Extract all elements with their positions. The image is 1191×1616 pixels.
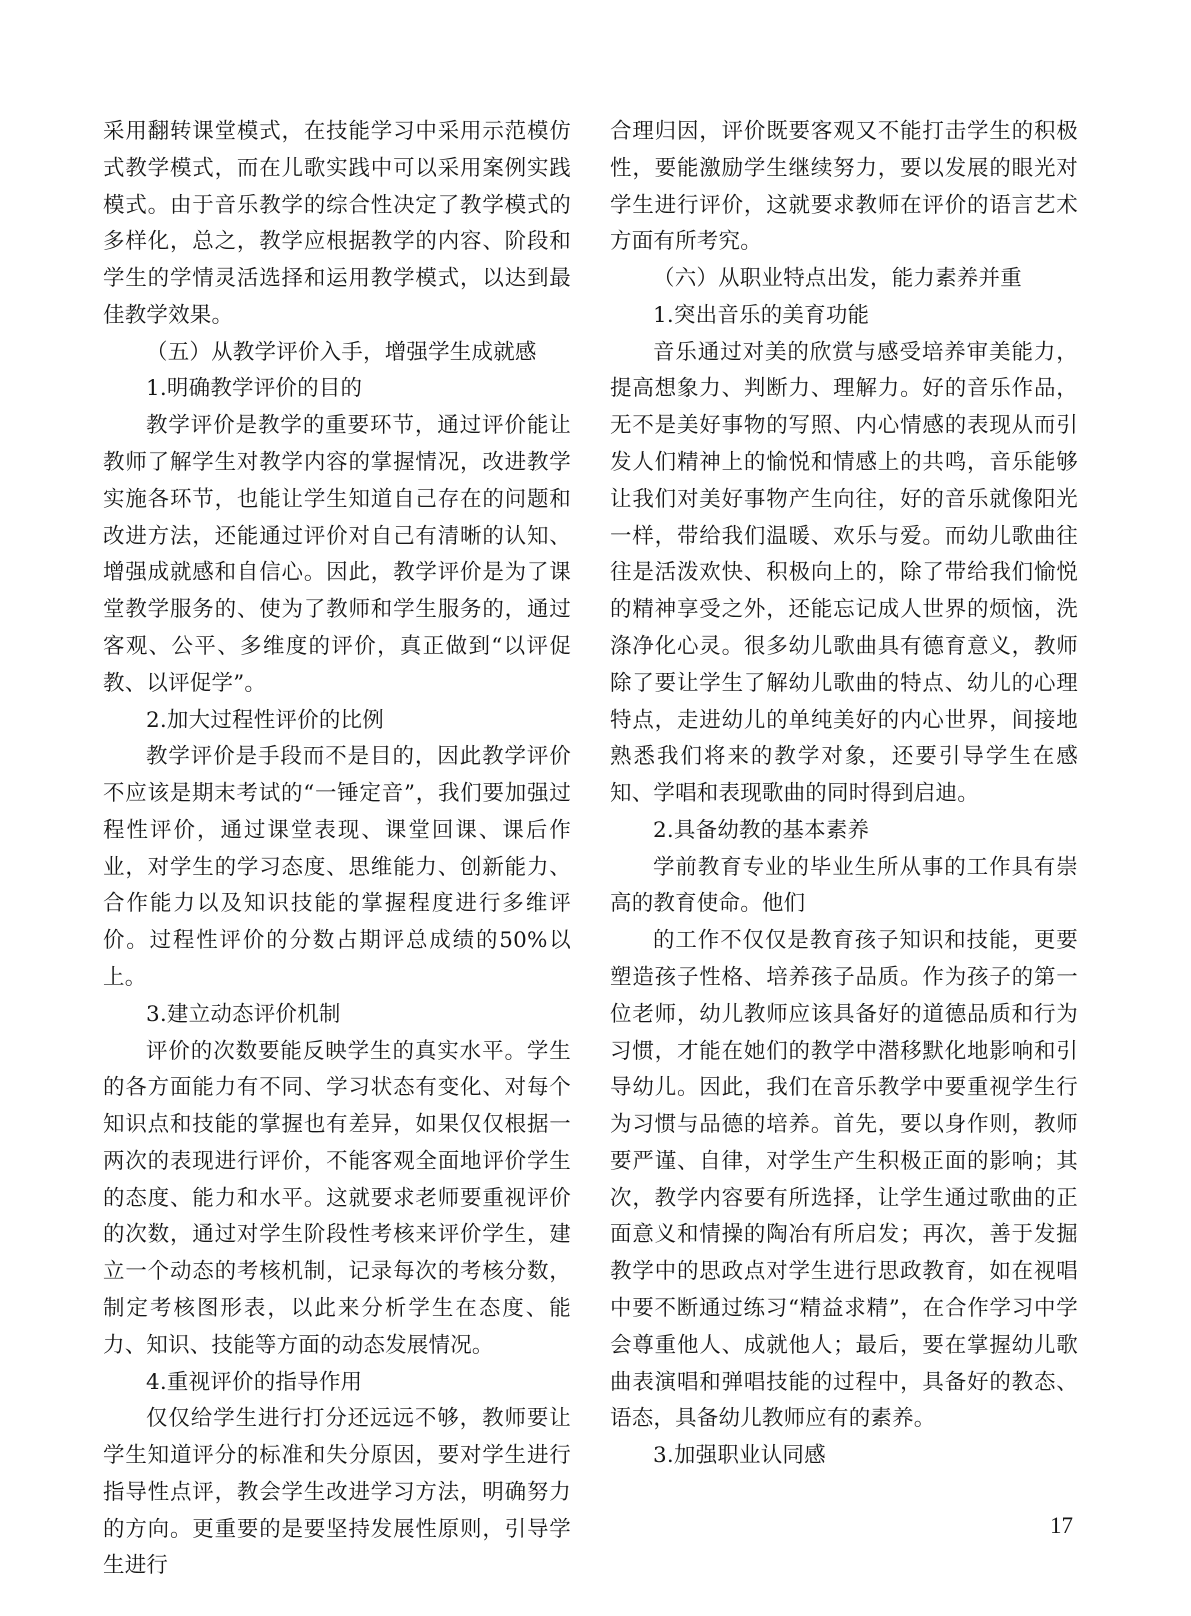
right-column (610, 114, 1078, 1585)
subsection-heading: 3.建立动态评价机制 (146, 1001, 341, 1027)
paragraph: 合理归因，评价既要客观又不能打击学生的积极性，要能激励学生继续努力，要以发展的眼光对学生进行评价，这就要求教师在评价的语言艺术方面有所考究。 (610, 119, 1078, 255)
two-column-text-area (103, 114, 1078, 1585)
paragraph: 仅仅给学生进行打分还远远不够，教师要让学生知道评分的标准和失分原因，要对学生进行指导性点评，教会学生改进学习方法，明确努力的方向。更重要的是要坚持发展性原则，引导学生进行 (103, 1406, 571, 1579)
paragraph: 采用翻转课堂模式，在技能学习中采用示范模仿式教学模式，而在儿歌实践中可以采用案例实践模式。由于音乐教学的综合性决定了教学模式的多样化，总之，教学应根据教学的内容、阶段和学生的学情灵活选择和运用教学模式，以达到最佳教学效果。 (103, 119, 571, 328)
page-number: 17 (1050, 1513, 1073, 1538)
subsection-heading: 1.突出音乐的美育功能 (653, 302, 870, 328)
paragraph: 的工作不仅仅是教育孩子知识和技能，更要塑造孩子性格、培养孩子品质。作为孩子的第一位老师，幼儿教师应该具备好的道德品质和行为习惯，才能在她们的教学中潜移默化地影响和引导幼儿。因此，我们在音乐教学中要重视学生行为习惯与品德的培养。首先，要以身作则，教师要严谨、自律，对学生产生积极正面的影响；其次，教学内容要有所选择，让学生通过歌曲的正面意义和情操的陶冶有所启发；再次，善于发掘教学中的思政点对学生进行思政教育，如在视唱中要不断通过练习“精益求精”，在合作学习中学会尊重他人、成就他人；最后，要在掌握幼儿歌曲表演唱和弹唱技能的过程中，具备好的教态、语态，具备幼儿教师应有的素养。 (610, 928, 1078, 1432)
paragraph: 音乐通过对美的欣赏与感受培养审美能力，提高想象力、判断力、理解力。好的音乐作品，无不是美好事物的写照、内心情感的表现从而引发人们精神上的愉悦和情感上的共鸣，音乐能够让我们对美好事物产生向往，好的音乐就像阳光一样，带给我们温暖、欢乐与爱。而幼儿歌曲往往是活泼欢快、积极向上的，除了带给我们愉悦的精神享受之外，还能忘记成人世界的烦恼，洗涤净化心灵。很多幼儿歌曲具有德育意义，教师除了要让学生了解幼儿歌曲的特点、幼儿的心理特点，走进幼儿的单纯美好的内心世界，间接地熟悉我们将来的教学对象，还要引导学生在感知、学唱和表现歌曲的同时得到启迪。 (610, 339, 1078, 807)
paragraph: 教学评价是手段而不是目的，因此教学评价不应该是期末考试的“一锤定音”，我们要加强过程性评价，通过课堂表现、课堂回课、课后作业，对学生的学习态度、思维能力、创新能力、合作能力以及知识技能的掌握程度进行多维评价。过程性评价的分数占期评总成绩的50%以上。 (103, 744, 571, 990)
left-column (103, 114, 571, 1585)
paragraph: 教学评价是教学的重要环节，通过评价能让教师了解学生对教学内容的掌握情况，改进教学实施各环节，也能让学生知道自己存在的问题和改进方法，还能通过评价对自己有清晰的认知、增强成就感和自信心。因此，教学评价是为了课堂教学服务的、使为了教师和学生服务的，通过客观、公平、多维度的评价，真正做到“以评促教、以评促学”。 (103, 413, 571, 696)
subsection-heading: 3.加强职业认同感 (653, 1443, 826, 1469)
section-heading: （六）从职业特点出发，能力素养并重 (653, 266, 1022, 292)
paragraph: 评价的次数要能反映学生的真实水平。学生的各方面能力有不同、学习状态有变化、对每个知识点和技能的掌握也有差异，如果仅仅根据一两次的表现进行评价，不能客观全面地评价学生的态度、能力和水平。这就要求老师要重视评价的次数，通过对学生阶段性考核来评价学生，建立一个动态的考核机制，记录每次的考核分数，制定考核图形表，以此来分析学生在态度、能力、知识、技能等方面的动态发展情况。 (103, 1038, 571, 1358)
subsection-heading: 2.具备幼教的基本素养 (653, 817, 870, 843)
section-heading: （五）从教学评价入手，增强学生成就感 (146, 339, 537, 365)
subsection-heading: 1.明确教学评价的目的 (146, 376, 363, 402)
subsection-heading: 2.加大过程性评价的比例 (146, 707, 384, 733)
subsection-heading: 4.重视评价的指导作用 (146, 1369, 363, 1395)
paragraph: 学前教育专业的毕业生所从事的工作具有崇高的教育使命。他们 (610, 854, 1078, 917)
